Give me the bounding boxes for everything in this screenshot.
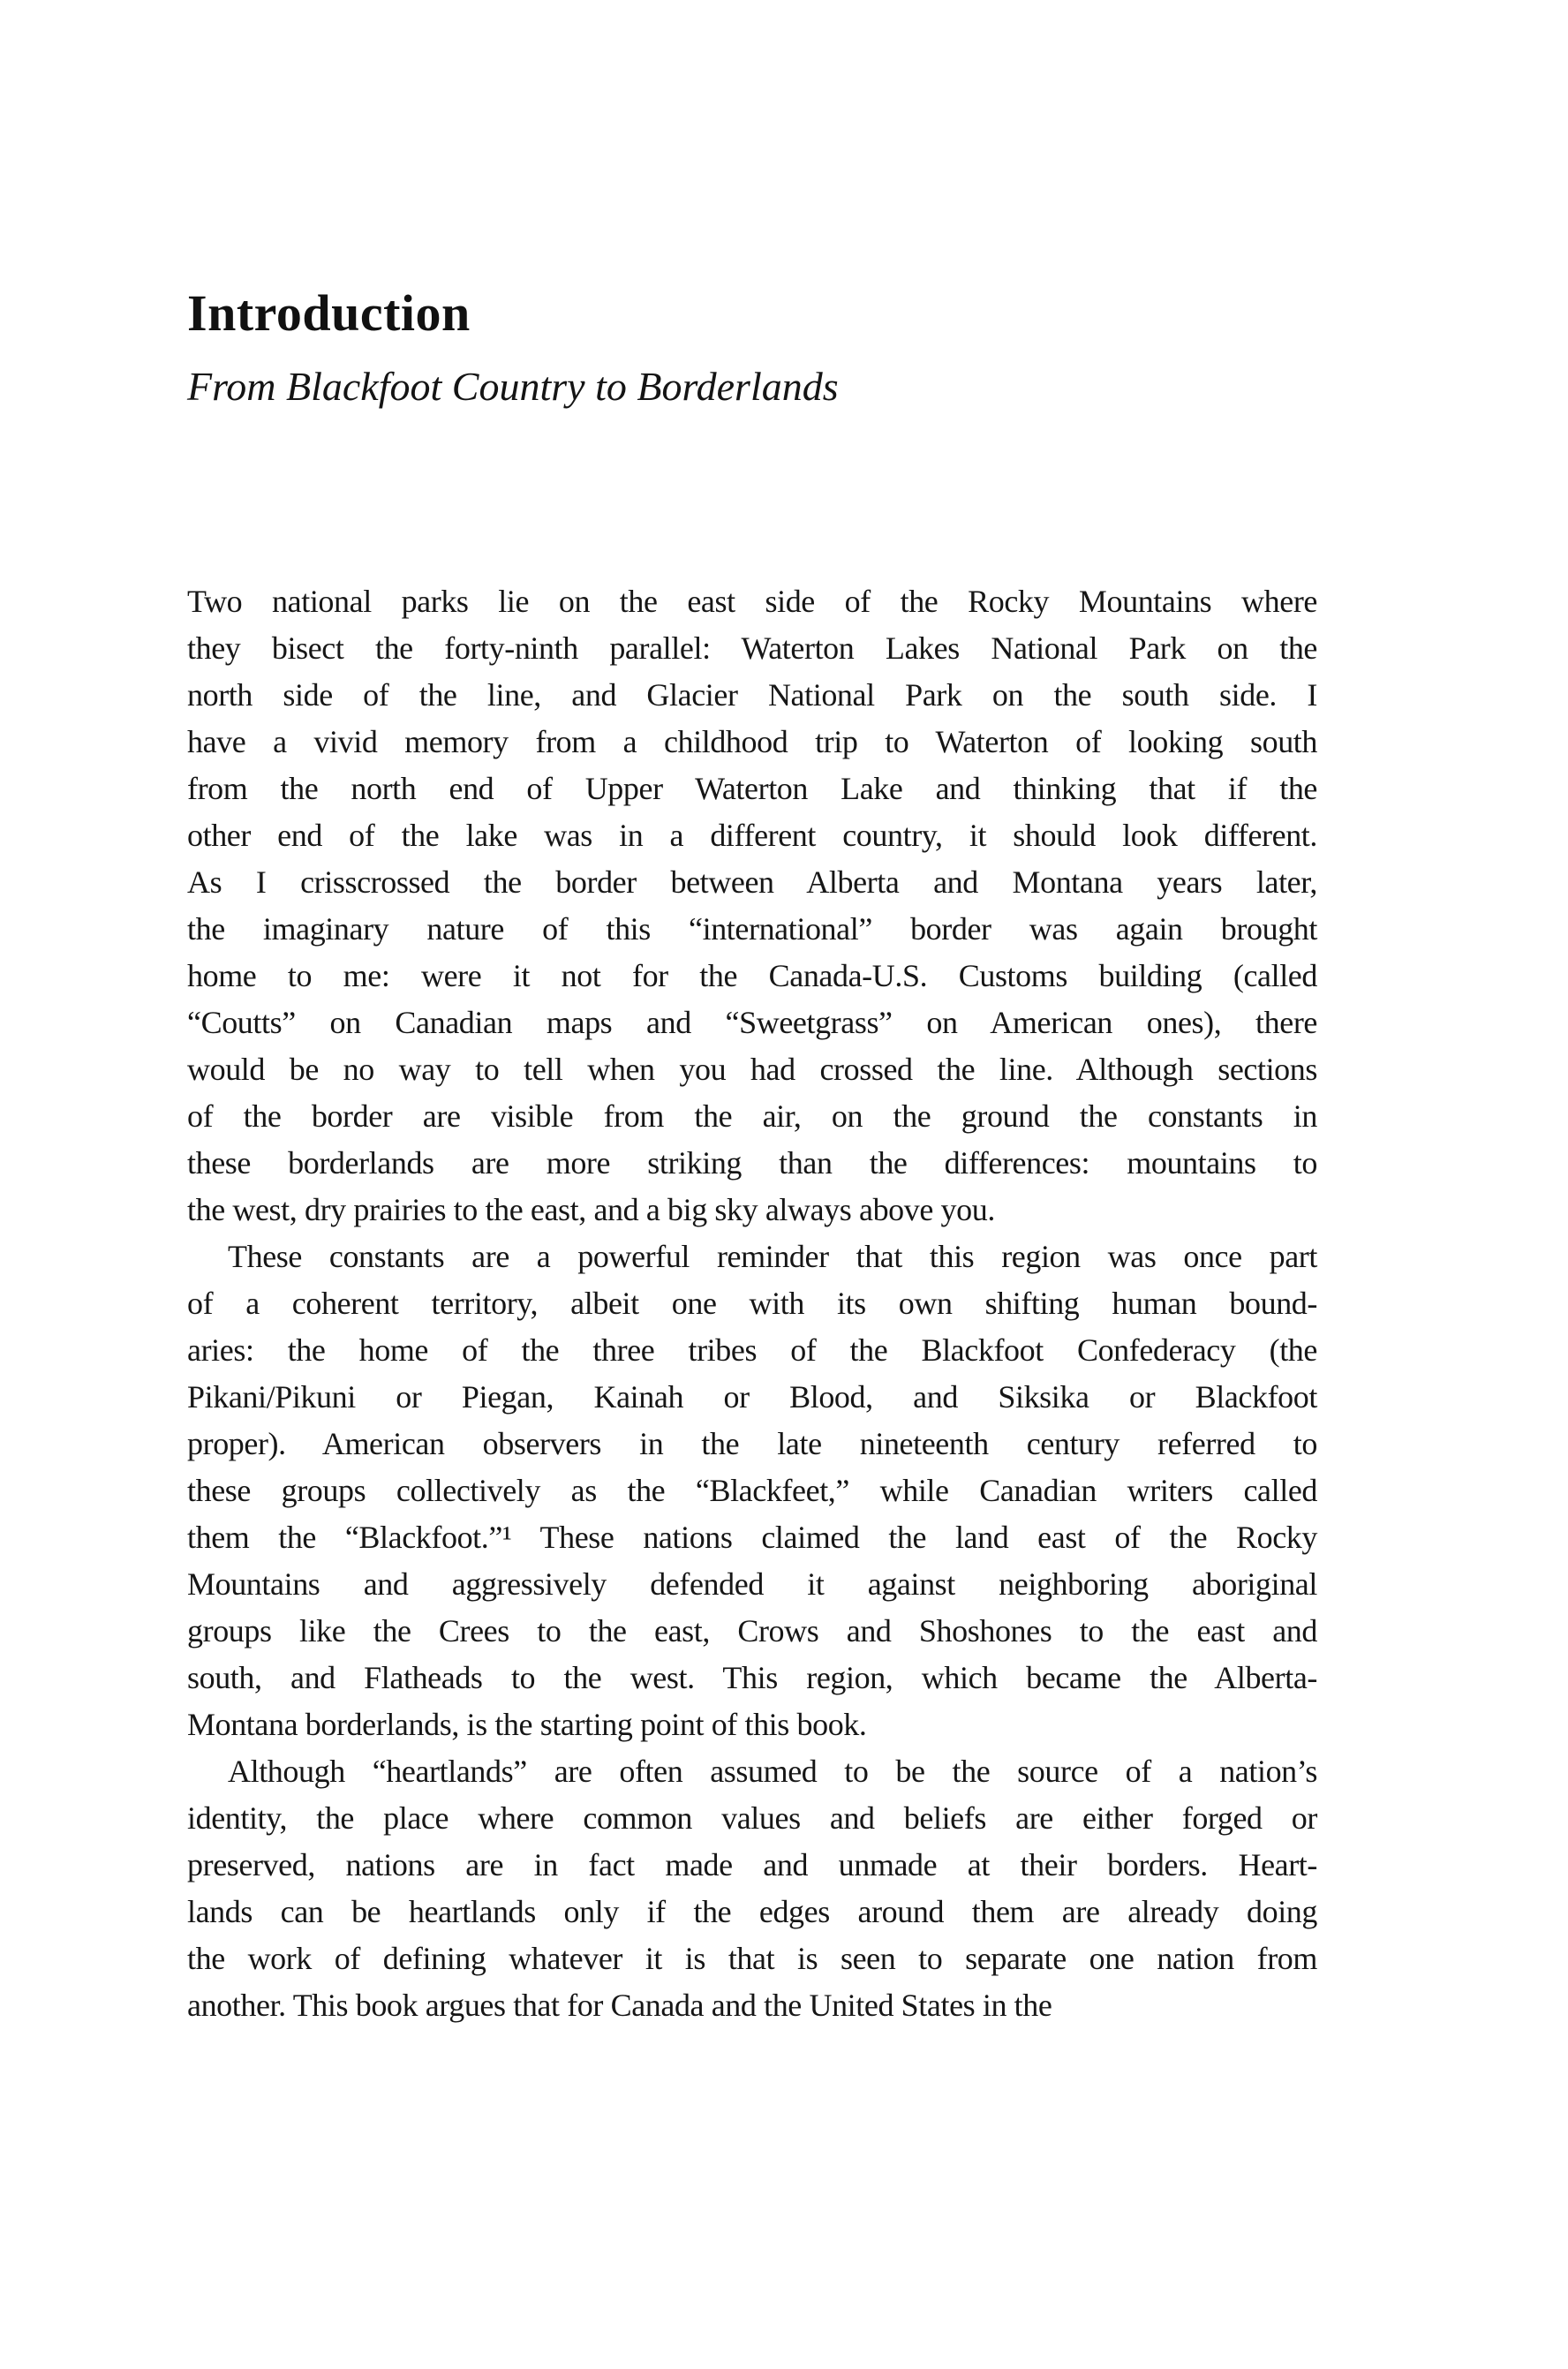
text-line: aries: the home of the three tribes of the Blackfoot Confederacy (the [187, 1332, 1317, 1368]
text-line: they bisect the forty-ninth parallel: Waterton Lakes National Park on the [187, 630, 1317, 666]
text-line: would be no way to tell when you had crossed the line. Although sections [187, 1052, 1317, 1087]
text-line: Mountains and aggressively defended it against neighboring aboriginal [187, 1566, 1317, 1602]
text-line: groups like the Crees to the east, Crows and Shoshones to the east and [187, 1613, 1317, 1648]
text-line: these borderlands are more striking than the differences: mountains to [187, 1145, 1317, 1181]
text-line: These constants are a powerful reminder that this region was once part [228, 1239, 1317, 1274]
text-line: lands can be heartlands only if the edges around them are already doing [187, 1894, 1317, 1929]
text-line: of a coherent territory, albeit one with its own shifting human bound- [187, 1286, 1317, 1321]
text-line: Montana borderlands, is the starting point of this book. [187, 1707, 867, 1742]
text-line: Although “heartlands” are often assumed to be the source of a nation’s [228, 1754, 1317, 1789]
text-line: another. This book argues that for Canada and the United States in the [187, 1988, 1052, 2023]
text-line: As I crisscrossed the border between Alberta and Montana years later, [187, 864, 1317, 900]
text-line: of the border are visible from the air, on the ground the constants in [187, 1098, 1317, 1134]
text-line: have a vivid memory from a childhood trip to Waterton of looking south [187, 724, 1317, 759]
text-line: the imaginary nature of this “international” border was again brought [187, 911, 1317, 947]
text-line: from the north end of Upper Waterton Lake and thinking that if the [187, 771, 1317, 806]
text-line: preserved, nations are in fact made and unmade at their borders. Heart- [187, 1847, 1317, 1882]
text-line: south, and Flatheads to the west. This region, which became the Alberta- [187, 1660, 1317, 1695]
text-line: north side of the line, and Glacier National Park on the south side. I [187, 677, 1317, 713]
text-line: Two national parks lie on the east side of the Rocky Mountains where [187, 584, 1317, 619]
text-line: these groups collectively as the “Blackfeet,” while Canadian writers called [187, 1473, 1317, 1508]
text-line: home to me: were it not for the Canada-U.S. Customs building (called [187, 958, 1317, 993]
text-line: the work of defining whatever it is that is seen to separate one nation from [187, 1941, 1317, 1976]
paragraph [187, 1234, 1317, 1748]
paragraph [187, 578, 1317, 1234]
text-line: identity, the place where common values and beliefs are either forged or [187, 1800, 1317, 1836]
text-line: other end of the lake was in a different country, it should look different. [187, 818, 1317, 853]
text-line: the west, dry prairies to the east, and a big sky always above you. [187, 1192, 995, 1227]
text-line: Pikani/Pikuni or Piegan, Kainah or Blood, and Siksika or Blackfoot [187, 1379, 1317, 1415]
chapter-subtitle: From Blackfoot Country to Borderlands [187, 364, 839, 409]
text-line: proper). American observers in the late nineteenth century referred to [187, 1426, 1317, 1461]
text-line: them the “Blackfoot.”¹ These nations claimed the land east of the Rocky [187, 1520, 1317, 1555]
chapter-title: Introduction [187, 284, 471, 342]
body-text [187, 578, 1317, 2029]
paragraph [187, 1748, 1317, 2029]
text-line: “Coutts” on Canadian maps and “Sweetgrass” on American ones), there [187, 1005, 1317, 1040]
